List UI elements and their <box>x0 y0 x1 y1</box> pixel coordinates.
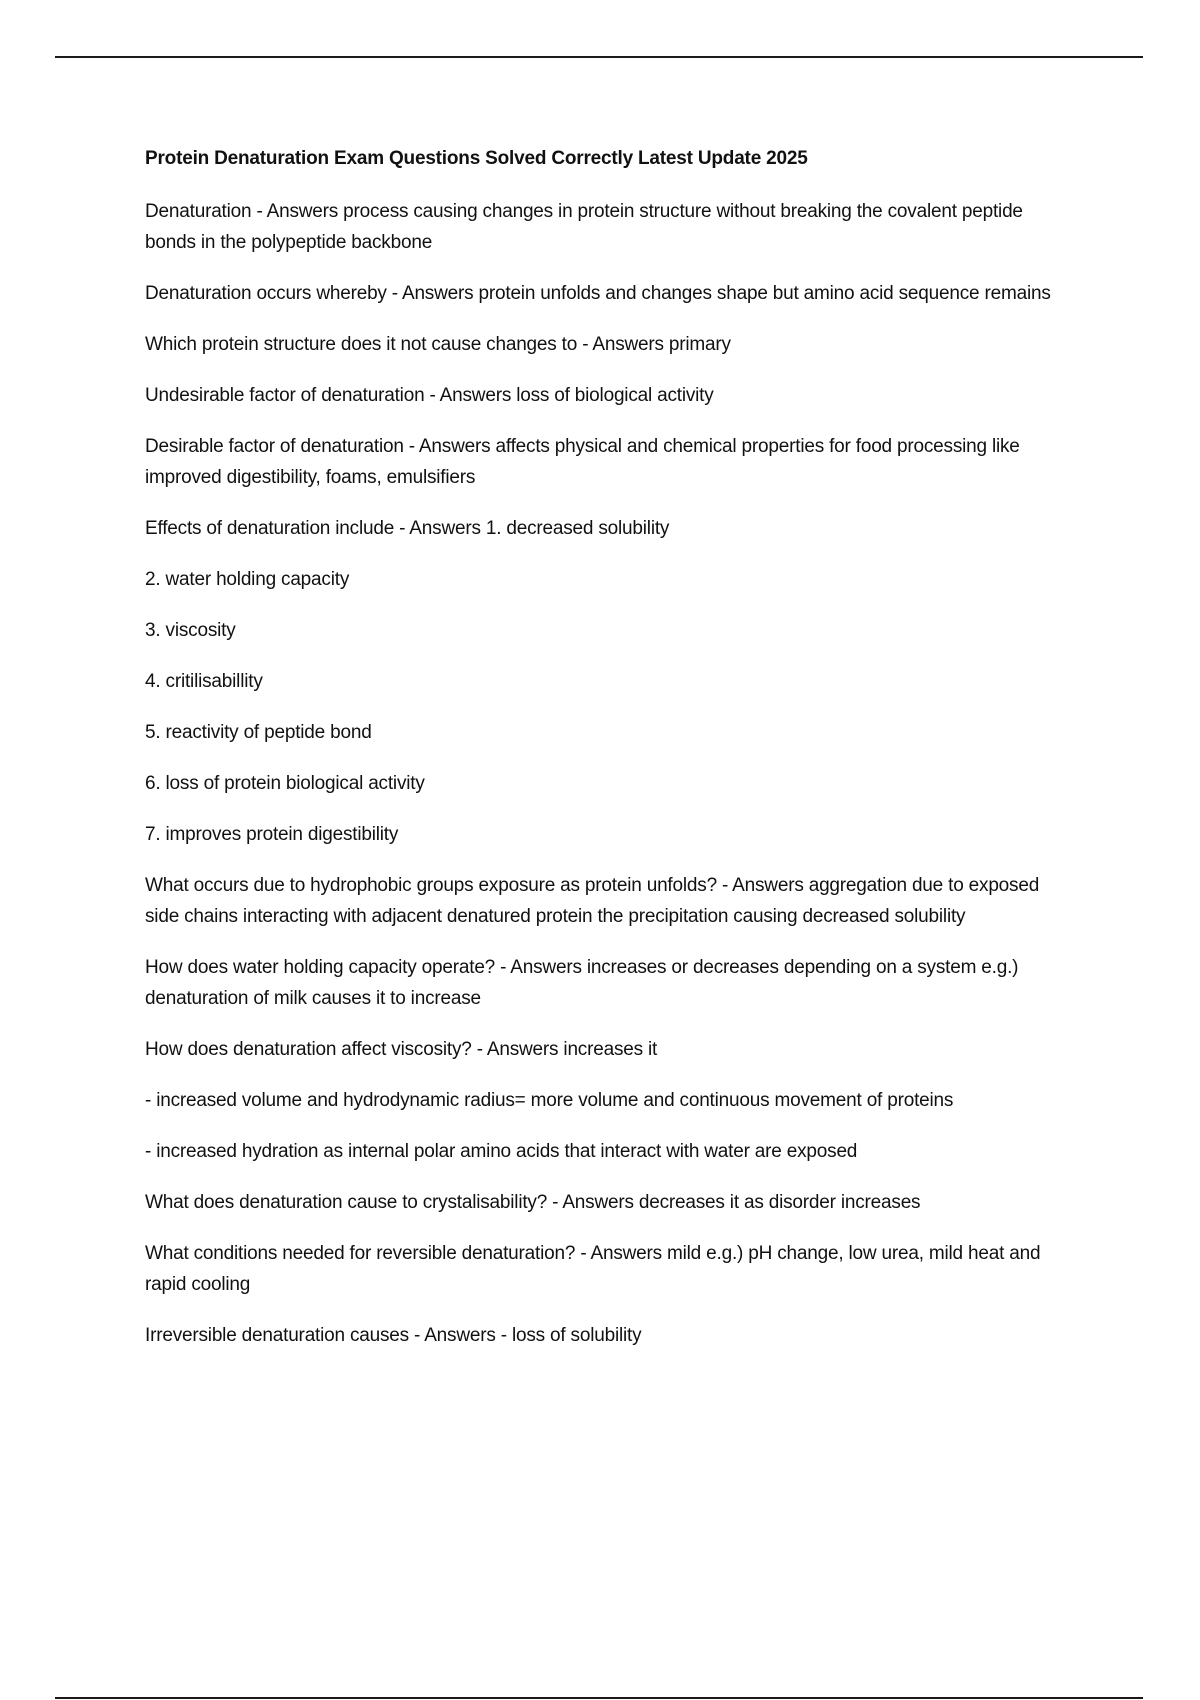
paragraph: Desirable factor of denaturation - Answers affects physical and chemical properties for food processing like improved digestibility, foams, emulsifiers <box>145 436 1020 488</box>
paragraph: Which protein structure does it not cause changes to - Answers primary <box>145 334 731 355</box>
bottom-divider <box>55 1697 1143 1699</box>
paragraph: What conditions needed for reversible denaturation? - Answers mild e.g.) pH change, low urea, mild heat and rapid cooling <box>145 1243 1041 1295</box>
paragraph: What occurs due to hydrophobic groups exposure as protein unfolds? - Answers aggregation due to exposed side chains interacting with adjacent denatured protein the precipitation causing decreased solubility <box>145 875 1040 927</box>
list-item: 6. loss of protein biological activity <box>145 773 425 794</box>
paragraph: What does denaturation cause to crystalisability? - Answers decreases it as disorder increases <box>145 1192 921 1213</box>
top-divider <box>55 56 1143 58</box>
list-item: 2. water holding capacity <box>145 569 350 590</box>
paragraph: Irreversible denaturation causes - Answers - loss of solubility <box>145 1325 642 1346</box>
list-item: 7. improves protein digestibility <box>145 824 399 845</box>
paragraph: Denaturation - Answers process causing changes in protein structure without breaking the covalent peptide bonds in the polypeptide backbone <box>145 201 1023 253</box>
paragraph: How does denaturation affect viscosity? - Answers increases it <box>145 1039 658 1060</box>
list-item: 4. critilisabillity <box>145 671 263 692</box>
paragraph: How does water holding capacity operate? - Answers increases or decreases depending on a system e.g.) denaturation of milk causes it to increase <box>145 957 1019 1009</box>
document-title: Protein Denaturation Exam Questions Solved Correctly Latest Update 2025 <box>145 148 808 169</box>
paragraph: Undesirable factor of denaturation - Answers loss of biological activity <box>145 385 714 406</box>
list-item: 3. viscosity <box>145 620 236 641</box>
list-item: 5. reactivity of peptide bond <box>145 722 372 743</box>
document-body <box>145 144 1075 1371</box>
list-item: - increased hydration as internal polar amino acids that interact with water are exposed <box>145 1141 858 1162</box>
paragraph: Effects of denaturation include - Answers 1. decreased solubility <box>145 518 670 539</box>
paragraph: Denaturation occurs whereby - Answers protein unfolds and changes shape but amino acid sequence remains <box>145 283 1051 304</box>
list-item: - increased volume and hydrodynamic radius= more volume and continuous movement of proteins <box>145 1090 954 1111</box>
